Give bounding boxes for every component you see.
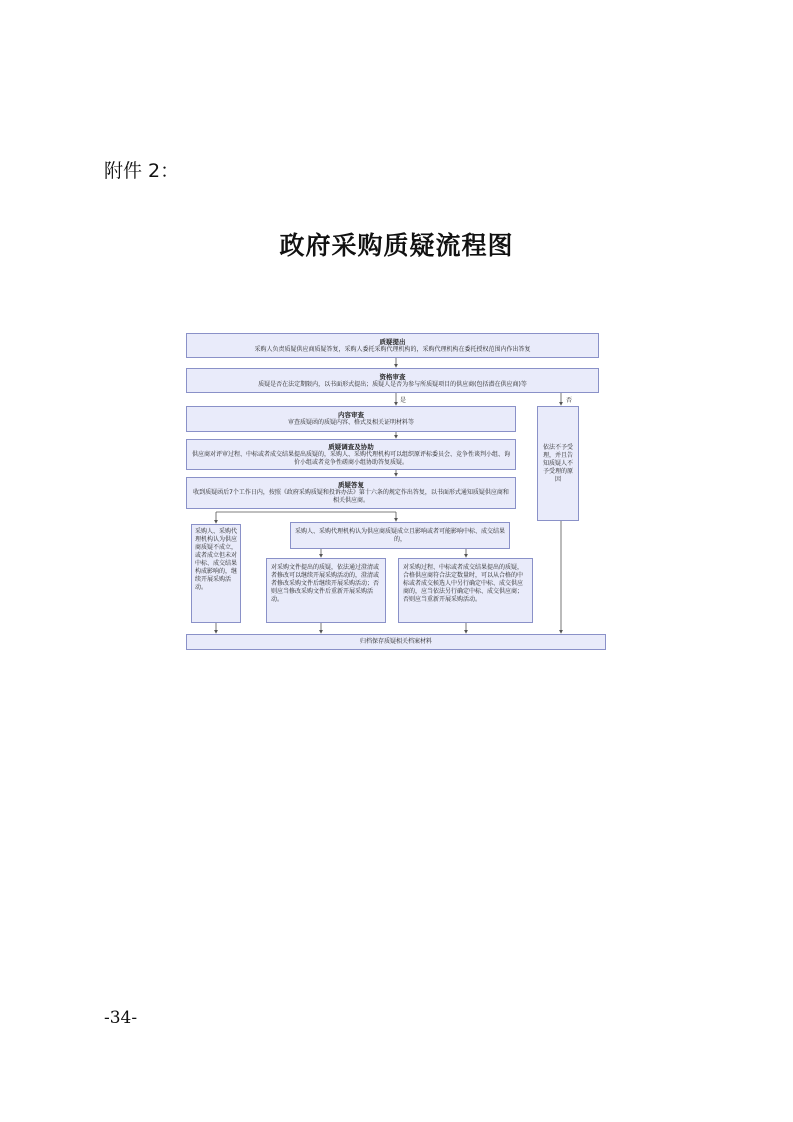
box-qualification-review-title: 资格审查 [379, 372, 406, 381]
box-question-raised-title: 质疑提出 [379, 337, 406, 346]
box-archive [186, 634, 606, 650]
page-title: 政府采购质疑流程图 [279, 231, 514, 260]
box-reject-text: 依法不予受理，并且告知质疑人不予受理的原因 [542, 443, 573, 483]
box-question-raised [186, 333, 599, 358]
box-investigation [186, 439, 516, 470]
box-established-text: 采购人、采购代理机构认为供应商质疑成立且影响或者可能影响中标、成交结果的， [295, 527, 506, 543]
box-qualification-review-text: 质疑是否在法定期限内，以书面形式提出；质疑人是否为参与所质疑项目的供应商(包括潜在供应商)等 [258, 380, 527, 388]
box-result-question-text: 对采购过程、中标或者成交结果提出的质疑，合格供应商符合法定数量时，可以从合格的中标或者成交候选人中另行确定中标、成交供应商的，应当依法另行确定中标、成交供应商；否则应当重新开展采购活动。 [403, 564, 524, 603]
box-reply-text: 收到质疑函后7个工作日内，按照《政府采购质疑和投诉办法》第十六条的规定作出答复，以书面形式通知质疑供应商和相关供应商。 [193, 489, 509, 504]
box-question-raised-text: 采购人负责质疑供应商质疑答复，采购人委托采购代理机构的，采购代理机构在委托授权范围内作出答复 [254, 345, 531, 353]
box-doc-question-text: 对采购文件提出的质疑，依法通过澄清或者修改可以继续开展采购活动的，澄清或者修改采购文件后继续开展采购活动；否则应当修改采购文件后重新开展采购活动。 [271, 564, 380, 603]
box-reply-title: 质疑答复 [338, 481, 364, 489]
box-reject [537, 406, 579, 521]
attachment-label: 附件 2： [104, 160, 180, 182]
box-archive-text: 归档保存质疑相关档案材料 [359, 638, 432, 645]
box-qualification-review [186, 368, 599, 393]
box-doc-question [266, 558, 386, 623]
box-content-review-text: 审查质疑函的质疑内容、格式及相关证明材料等 [287, 419, 414, 426]
box-result-question [398, 558, 533, 623]
page-number: -34- [104, 1008, 138, 1028]
yes-label: 是 [400, 397, 407, 404]
box-established [290, 522, 510, 549]
box-investigation-text: 供应商对评审过程、中标或者成交结果提出质疑的，采购人、采购代理机构可以组织原评标委员会、竞争性谈判小组、询价小组或者竞争性磋商小组协助答复质疑。 [191, 450, 510, 466]
box-content-review [186, 406, 516, 432]
box-not-established-text: 采购人、采购代理机构认为供应商质疑不成立，或者成立但未对中标、成交结果构成影响的，继续开展采购活动。 [195, 528, 238, 591]
box-reply [186, 477, 516, 509]
no-label: 否 [566, 397, 573, 404]
box-investigation-title: 质疑调查及协助 [328, 442, 374, 451]
box-content-review-title: 内容审查 [338, 411, 364, 419]
box-not-established [191, 524, 241, 623]
flowchart [186, 331, 606, 651]
